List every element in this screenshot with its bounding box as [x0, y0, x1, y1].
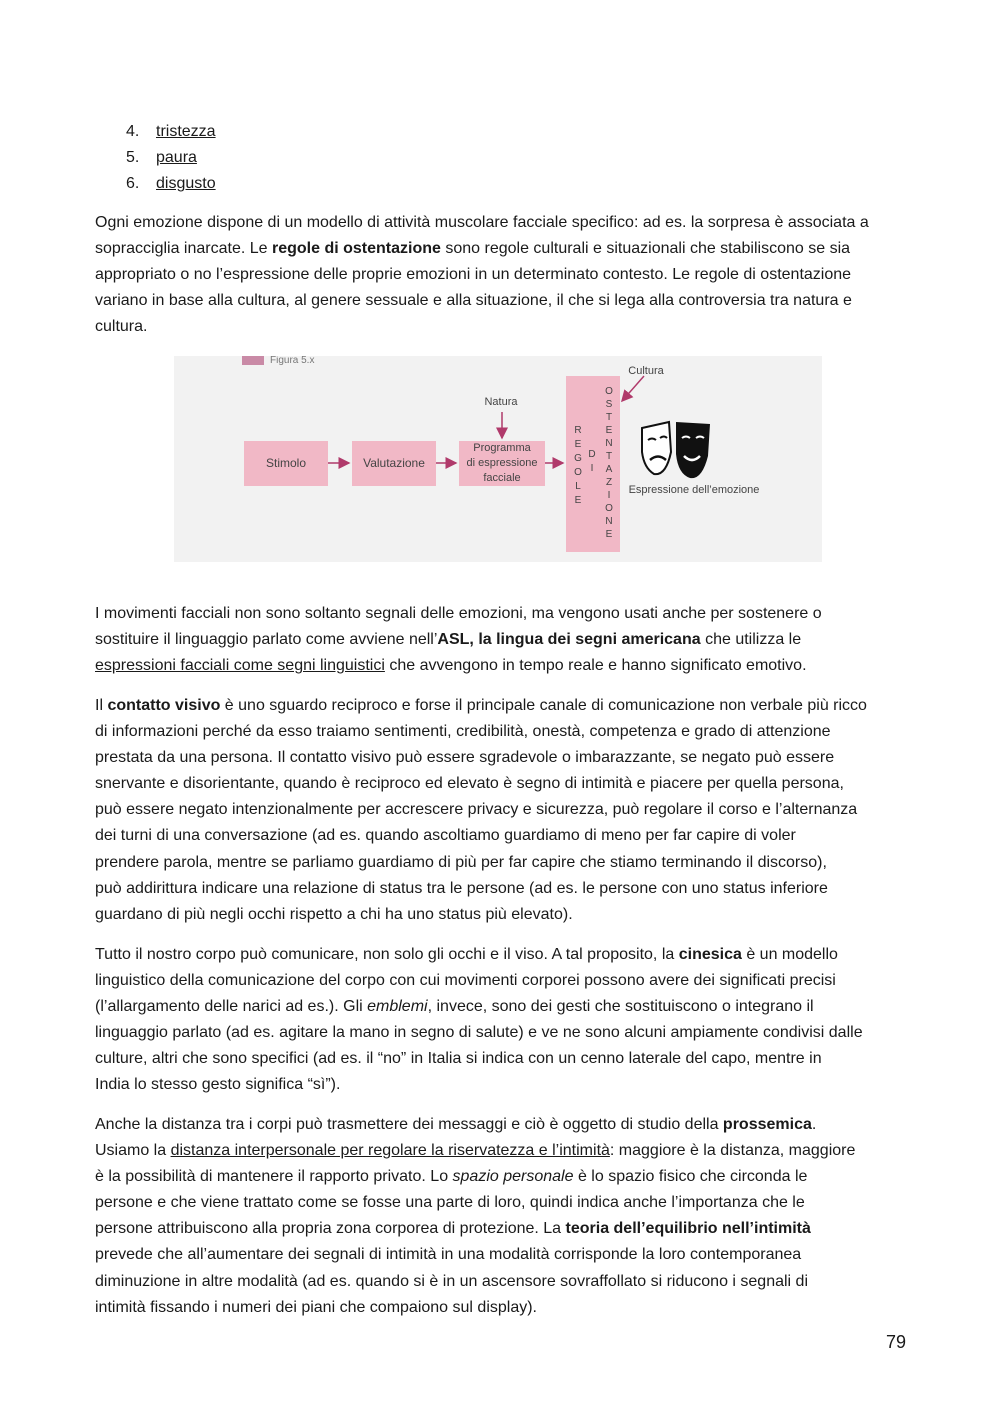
text-run: è lo spazio fisico che circonda le: [573, 1168, 808, 1186]
text-run: che utilizza le: [700, 631, 802, 649]
text-line: [95, 693, 910, 719]
text-line: prevede che all’aumentare dei segnali di intimità in una modalità corrisponde la loro contemporanea: [95, 1246, 802, 1264]
paragraph-facial-movements: [95, 601, 910, 679]
text-line: [95, 236, 910, 262]
text-line: [95, 653, 910, 679]
figure-corner-label: Figura 5.x: [270, 356, 315, 366]
paragraph-kinesics: [95, 942, 910, 1099]
list-number: 4.: [126, 123, 140, 140]
text-run: (l’allargamento delle narici ad es.). Gli: [95, 998, 368, 1016]
letter: E: [605, 425, 613, 436]
text-line: diminuzione in altre modalità (ad es. quando si è in un ascensore sovraffollato si riducono i segnali di: [95, 1272, 809, 1290]
espressione-label: Espressione dell’emozione: [628, 484, 760, 496]
italic-term: emblemi: [367, 998, 428, 1016]
text-line: appropriato o no l’espressione delle proprie emozioni in un determinato contesto. Le regole di ostentazione: [95, 266, 852, 284]
bold-term: prossemica: [722, 1116, 812, 1133]
paragraph-proxemics: [95, 1112, 910, 1321]
list-number: 5.: [126, 149, 140, 166]
bold-term: ASL, la lingua dei segni americana: [437, 631, 701, 649]
text-line: guardano di più negli occhi rispetto a chi ha uno status più elevato).: [95, 905, 573, 923]
text-run: Anche la distanza tra i corpi può trasmettere dei messaggi e ciò è oggetto di studio della: [95, 1116, 723, 1133]
text-line: [95, 942, 910, 968]
text-run: sostituire il linguaggio parlato come avviene nell’: [95, 631, 438, 649]
programma-label-line: Programma: [473, 442, 531, 454]
paragraph-display-rules: [95, 210, 910, 340]
programma-label-line: facciale: [483, 472, 521, 484]
letter: G: [574, 453, 582, 464]
underlined-term: distanza interpersonale per regolare la riservatezza e l’intimità: [170, 1142, 610, 1160]
italic-term: spazio personale: [452, 1168, 574, 1186]
letter: O: [574, 467, 582, 478]
text-line: cultura.: [95, 318, 148, 336]
cultura-arrow: [622, 376, 644, 401]
letter: D: [588, 449, 596, 460]
letter: T: [605, 451, 613, 462]
text-run: , invece, sono dei gesti che sostituiscono o integrano il: [427, 998, 814, 1016]
bold-term: teoria dell’equilibrio nell’intimità: [565, 1220, 811, 1238]
text-line: può essere negato intenzionalmente per accrescere privacy e sicurezza, può regolare il corso e l’alternanza: [95, 801, 858, 819]
letter: I: [607, 490, 611, 501]
list-text: disgusto: [156, 175, 216, 192]
natura-label: Natura: [484, 396, 518, 408]
underlined-term: espressioni facciali come segni linguistici: [95, 657, 385, 675]
list-number: 6.: [126, 175, 140, 192]
text-run: Il: [95, 697, 108, 714]
text-run: Usiamo la: [95, 1142, 171, 1160]
text-line: prendere parola, mentre se parliamo guardiamo di più per far capire che stiamo terminando il discorso),: [95, 853, 827, 871]
diagram-svg: [174, 356, 822, 562]
letter: E: [574, 439, 582, 450]
letter: N: [605, 516, 613, 527]
letter: E: [574, 495, 582, 506]
letter: Z: [605, 477, 613, 488]
stimolo-label: Stimolo: [265, 456, 307, 470]
text-line: linguistico della comunicazione del corpo con cui movimenti corporei possono avere dei significati precisi: [95, 972, 836, 990]
text-line: [95, 1164, 910, 1190]
emotion-expression-figure: [174, 356, 822, 562]
letter: L: [575, 481, 581, 492]
text-run: Tutto il nostro corpo può comunicare, non solo gli occhi e il viso. A tal proposito, la: [95, 946, 679, 963]
valutazione-label: Valutazione: [363, 456, 425, 470]
text-run: persone attribuiscono alla propria zona corporea di protezione. La: [95, 1220, 566, 1238]
text-run: sopracciglia inarcate. Le: [95, 240, 272, 258]
text-line: può addirittura indicare una relazione di status tra le persone (ad es. le persone con uno status inferiore: [95, 879, 828, 897]
text-run: che avvengono in tempo reale e hanno significato emotivo.: [384, 657, 807, 675]
text-line: [95, 1216, 910, 1242]
letter: I: [590, 463, 594, 474]
list-text: paura: [156, 149, 197, 166]
letter: O: [605, 386, 613, 397]
letter: T: [605, 412, 613, 423]
theater-masks-icon: [642, 422, 710, 478]
letter: S: [605, 399, 613, 410]
text-run: è un modello: [741, 946, 838, 963]
text-line: [95, 627, 910, 653]
text-line: Ogni emozione dispone di un modello di attività muscolare facciale specifico: ad es. la sorpresa è associata a: [95, 214, 869, 231]
text-run: : maggiore è la distanza, maggiore: [609, 1142, 856, 1160]
text-line: persone e che viene trattato come se fosse una parte di loro, quindi indica anche l’importanza che le: [95, 1194, 805, 1212]
text-line: [95, 1112, 910, 1138]
letter: A: [605, 464, 613, 475]
text-line: snervante e disorientante, quando è reciproco ed elevato è segno di intimità e piacere per quella persona,: [95, 775, 844, 793]
letter: E: [605, 529, 613, 540]
text-line: [95, 1138, 910, 1164]
bold-term: cinesica: [678, 946, 742, 963]
programma-label-line: di espressione: [466, 457, 538, 469]
text-run: sono regole culturali e situazionali che stabiliscono se sia: [440, 240, 851, 258]
text-run: è la possibilità di mantenere il rapporto privato. Lo: [95, 1168, 453, 1186]
text-run: .: [811, 1116, 817, 1133]
cultura-label: Cultura: [628, 365, 664, 377]
text-line: intimità fissando i numeri dei piani che compaiono sul display).: [95, 1298, 537, 1316]
text-line: India lo stesso gesto significa “sì”).: [95, 1076, 341, 1094]
list-item: [126, 145, 216, 171]
letter: R: [574, 425, 582, 436]
figure-corner-marker: [242, 356, 264, 365]
text-line: culture, altri che sono specifici (ad es. il “no” in Italia si indica con un cenno laterale del capo, mentre in: [95, 1050, 822, 1068]
text-line: dei turni di una conversazione (ad es. quando ascoltiamo guardiamo di meno per far capire di voler: [95, 827, 796, 845]
text-run: è uno sguardo reciproco e forse il principale canale di comunicazione non verbale più ricco: [220, 697, 867, 714]
emotion-list: [126, 119, 216, 197]
text-line: I movimenti facciali non sono soltanto segnali delle emozioni, ma vengono usati anche per sostenere o: [95, 605, 822, 622]
letter: N: [605, 438, 613, 449]
bold-term: contatto visivo: [107, 697, 221, 714]
list-text: tristezza: [156, 123, 216, 140]
text-line: linguaggio parlato (ad es. agitare la mano in segno di salute) e ve ne sono alcuni ampiamente condivisi dalle: [95, 1024, 863, 1042]
text-line: di informazioni perché da esso traiamo sentimenti, credibilità, onestà, competenza e grado di attenzione: [95, 723, 831, 741]
paragraph-eye-contact: [95, 693, 910, 928]
list-item: [126, 119, 216, 145]
page-number: 79: [885, 1332, 906, 1352]
letter: O: [605, 503, 613, 514]
text-line: prestata da una persona. Il contatto visivo può essere sgradevole o imbarazzante, se negato può essere: [95, 749, 835, 767]
list-item: [126, 171, 216, 197]
text-line: variano in base alla cultura, al genere sessuale e alla situazione, il che si lega alla controversia tra natura e: [95, 292, 852, 310]
text-line: [95, 994, 910, 1020]
bold-term: regole di ostentazione: [271, 240, 441, 258]
